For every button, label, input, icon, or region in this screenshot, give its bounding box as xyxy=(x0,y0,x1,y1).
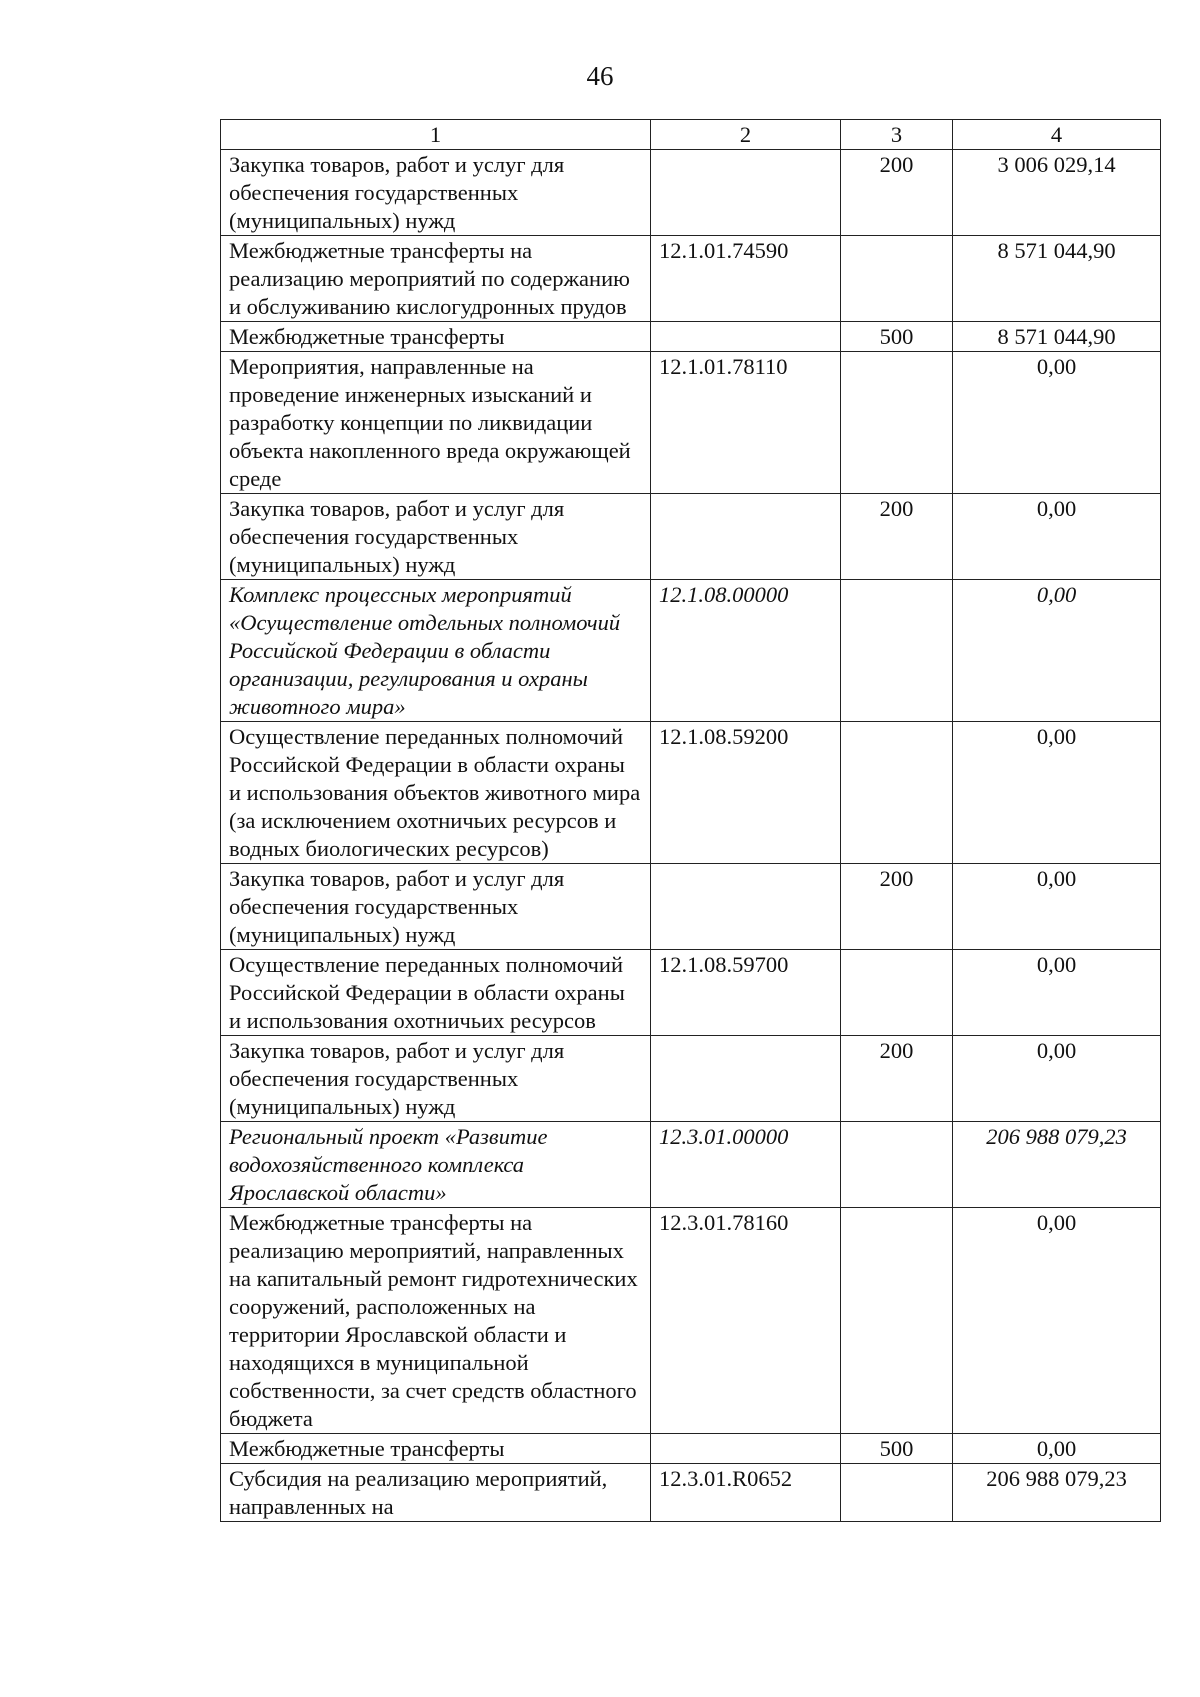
header-col-2: 2 xyxy=(651,120,841,150)
cell-code: 12.1.01.78110 xyxy=(651,352,841,494)
table-header-row xyxy=(221,120,1161,150)
cell-code: 12.3.01.78160 xyxy=(651,1208,841,1434)
cell-expense-type: 200 xyxy=(841,864,953,950)
cell-code xyxy=(651,1036,841,1122)
cell-name: Закупка товаров, работ и услуг для обеспечения государственных (муниципальных) нужд xyxy=(221,864,651,950)
cell-code: 12.3.01.R0652 xyxy=(651,1464,841,1522)
cell-name: Осуществление переданных полномочий Российской Федерации в области охраны и использования охотничьих ресурсов xyxy=(221,950,651,1036)
page-number: 46 xyxy=(586,61,614,91)
cell-code xyxy=(651,864,841,950)
cell-amount: 3 006 029,14 xyxy=(953,150,1161,236)
table-row xyxy=(221,236,1161,322)
cell-amount: 8 571 044,90 xyxy=(953,322,1161,352)
cell-expense-type xyxy=(841,236,953,322)
cell-name: Закупка товаров, работ и услуг для обеспечения государственных (муниципальных) нужд xyxy=(221,494,651,580)
budget-table xyxy=(220,119,1161,1522)
cell-expense-type xyxy=(841,1122,953,1208)
cell-amount: 0,00 xyxy=(953,1434,1161,1464)
table-row xyxy=(221,1464,1161,1522)
cell-amount: 0,00 xyxy=(953,580,1161,722)
cell-amount: 0,00 xyxy=(953,722,1161,864)
cell-amount: 0,00 xyxy=(953,950,1161,1036)
header-col-1: 1 xyxy=(221,120,651,150)
cell-expense-type xyxy=(841,1208,953,1434)
cell-amount: 206 988 079,23 xyxy=(953,1464,1161,1522)
cell-code: 12.1.08.59700 xyxy=(651,950,841,1036)
cell-name: Закупка товаров, работ и услуг для обеспечения государственных (муниципальных) нужд xyxy=(221,150,651,236)
cell-expense-type: 200 xyxy=(841,494,953,580)
cell-name: Межбюджетные трансферты xyxy=(221,1434,651,1464)
cell-amount: 0,00 xyxy=(953,864,1161,950)
cell-expense-type xyxy=(841,722,953,864)
cell-amount: 8 571 044,90 xyxy=(953,236,1161,322)
cell-expense-type: 200 xyxy=(841,1036,953,1122)
cell-name: Региональный проект «Развитие водохозяйственного комплекса Ярославской области» xyxy=(221,1122,651,1208)
table-row xyxy=(221,950,1161,1036)
table-row xyxy=(221,150,1161,236)
table-row xyxy=(221,352,1161,494)
header-col-4: 4 xyxy=(953,120,1161,150)
cell-expense-type xyxy=(841,950,953,1036)
table-row xyxy=(221,580,1161,722)
cell-expense-type xyxy=(841,352,953,494)
table-row xyxy=(221,722,1161,864)
cell-code xyxy=(651,1434,841,1464)
cell-name: Комплекс процессных мероприятий «Осуществление отдельных полномочий Российской Федерации в области организации, регулирования и охраны животного мира» xyxy=(221,580,651,722)
cell-amount: 0,00 xyxy=(953,352,1161,494)
table-row xyxy=(221,322,1161,352)
cell-amount: 0,00 xyxy=(953,1208,1161,1434)
cell-code xyxy=(651,322,841,352)
header-col-3: 3 xyxy=(841,120,953,150)
cell-code: 12.1.08.59200 xyxy=(651,722,841,864)
cell-amount: 0,00 xyxy=(953,1036,1161,1122)
table-row xyxy=(221,1434,1161,1464)
table-row xyxy=(221,1122,1161,1208)
cell-expense-type xyxy=(841,1464,953,1522)
cell-name: Субсидия на реализацию мероприятий, направленных на xyxy=(221,1464,651,1522)
cell-code: 12.3.01.00000 xyxy=(651,1122,841,1208)
cell-code: 12.1.01.74590 xyxy=(651,236,841,322)
cell-expense-type: 200 xyxy=(841,150,953,236)
cell-expense-type: 500 xyxy=(841,322,953,352)
cell-expense-type xyxy=(841,580,953,722)
cell-name: Закупка товаров, работ и услуг для обеспечения государственных (муниципальных) нужд xyxy=(221,1036,651,1122)
table-row xyxy=(221,494,1161,580)
table-row xyxy=(221,864,1161,950)
cell-code xyxy=(651,150,841,236)
cell-expense-type: 500 xyxy=(841,1434,953,1464)
cell-name: Межбюджетные трансферты на реализацию мероприятий, направленных на капитальный ремонт гидротехнических сооружений, расположенных на территории Ярославской области и находящихся в муниципальной собственности, за счет средств областного бюджета xyxy=(221,1208,651,1434)
cell-amount: 0,00 xyxy=(953,494,1161,580)
cell-name: Осуществление переданных полномочий Российской Федерации в области охраны и использования объектов животного мира (за исключением охотничьих ресурсов и водных биологических ресурсов) xyxy=(221,722,651,864)
cell-name: Межбюджетные трансферты на реализацию мероприятий по содержанию и обслуживанию кислогудронных прудов xyxy=(221,236,651,322)
cell-name: Межбюджетные трансферты xyxy=(221,322,651,352)
cell-code xyxy=(651,494,841,580)
cell-name: Мероприятия, направленные на проведение инженерных изысканий и разработку концепции по ликвидации объекта накопленного вреда окружающей среде xyxy=(221,352,651,494)
cell-amount: 206 988 079,23 xyxy=(953,1122,1161,1208)
cell-code: 12.1.08.00000 xyxy=(651,580,841,722)
table-row xyxy=(221,1208,1161,1434)
table-row xyxy=(221,1036,1161,1122)
